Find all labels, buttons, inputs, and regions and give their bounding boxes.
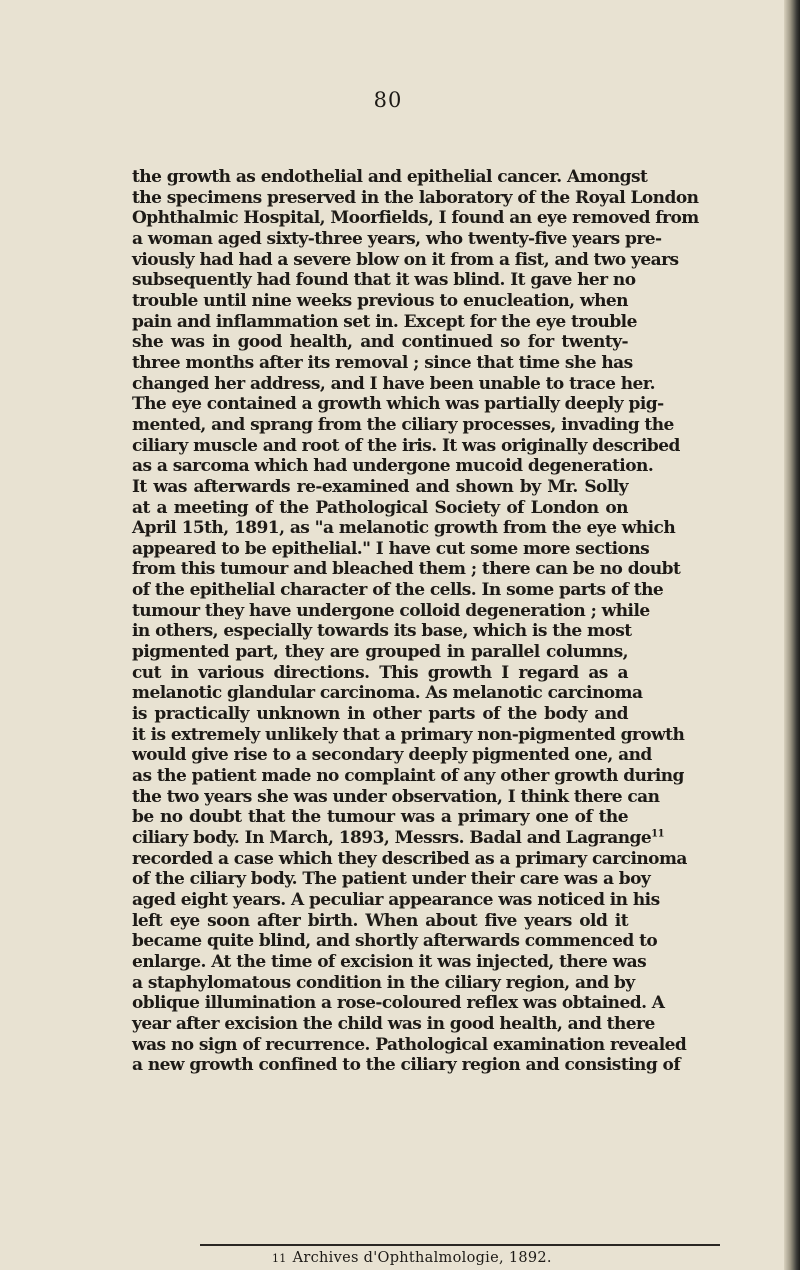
footnote xyxy=(272,1250,552,1266)
text-line: tumour they have undergone colloid degeneration ; while xyxy=(132,600,650,621)
text-line: a woman aged sixty-three years, who twenty-five years pre- xyxy=(132,228,662,249)
text-line: is practically unknown in other parts of the body and xyxy=(132,704,628,725)
text-line: from this tumour and bleached them ; there can be no doubt xyxy=(132,559,681,580)
text-line-with-footnote-ref xyxy=(132,828,664,849)
text-line-content: ciliary body. In March, 1893, Messrs. Badal and Lagrange xyxy=(132,828,652,848)
page-number: 80 xyxy=(373,88,403,112)
text-line: year after excision the child was in good health, and there xyxy=(132,1013,655,1034)
text-line: ciliary muscle and root of the iris. It was originally described xyxy=(132,435,680,456)
text-line: of the ciliary body. The patient under their care was a boy xyxy=(132,869,651,890)
text-line: left eye soon after birth. When about five years old it xyxy=(132,910,628,931)
text-line: aged eight years. A peculiar appearance was noticed in his xyxy=(132,889,660,910)
text-line: Ophthalmic Hospital, Moorfields, I found an eye removed from xyxy=(132,208,699,229)
text-line: The eye contained a growth which was partially deeply pig- xyxy=(132,394,664,415)
text-line: three months after its removal ; since that time she has xyxy=(132,352,633,373)
text-line: viously had had a severe blow on it from a fist, and two years xyxy=(132,249,679,270)
text-line: as a sarcoma which had undergone mucoid degeneration. xyxy=(132,456,654,477)
text-line: changed her address, and I have been unable to trace her. xyxy=(132,373,655,394)
text-line: It was afterwards re-examined and shown by Mr. Solly xyxy=(132,476,628,497)
text-line: the growth as endothelial and epithelial cancer. Amongst xyxy=(132,167,648,187)
text-line: it is extremely unlikely that a primary non-pigmented growth xyxy=(132,724,685,745)
text-line: pigmented part, they are grouped in parallel columns, xyxy=(132,642,628,663)
page-edge-shadow xyxy=(784,0,800,1270)
text-line: be no doubt that the tumour was a primary one of the xyxy=(132,807,628,828)
footnote-marker: 11 xyxy=(651,828,664,840)
text-line: a staphylomatous condition in the ciliary region, and by xyxy=(132,972,635,993)
text-line: appeared to be epithelial." I have cut some more sections xyxy=(132,538,650,559)
text-line: in others, especially towards its base, which is the most xyxy=(132,621,632,642)
text-line: mented, and sprang from the ciliary processes, invading the xyxy=(132,414,674,435)
text-line: a new growth confined to the ciliary region and consisting of xyxy=(132,1055,681,1076)
footnote-text: Archives d'Ophthalmologie, 1892. xyxy=(292,1250,552,1266)
text-line: was no sign of recurrence. Pathological examination revealed xyxy=(132,1034,687,1055)
text-line: cut in various directions. This growth I regard as a xyxy=(132,662,628,683)
text-line: oblique illumination a rose-coloured reflex was obtained. A xyxy=(132,993,665,1014)
body-text xyxy=(132,167,699,1076)
text-line: melanotic glandular carcinoma. As melanotic carcinoma xyxy=(132,683,643,704)
text-line: as the patient made no complaint of any other growth during xyxy=(132,766,684,787)
text-line: the two years she was under observation, I think there can xyxy=(132,786,660,807)
text-line: of the epithelial character of the cells. In some parts of the xyxy=(132,580,664,601)
footnote-divider xyxy=(200,1244,720,1246)
text-line: became quite blind, and shortly afterwards commenced to xyxy=(132,931,658,952)
text-line: she was in good health, and continued so for twenty- xyxy=(132,332,628,353)
text-line: subsequently had found that it was blind. It gave her no xyxy=(132,270,636,291)
text-line: the specimens preserved in the laboratory of the Royal London xyxy=(132,187,699,208)
text-line: April 15th, 1891, as "a melanotic growth from the eye which xyxy=(132,518,676,539)
footnote-number: 11 xyxy=(272,1252,287,1265)
text-line: would give rise to a secondary deeply pigmented one, and xyxy=(132,745,652,766)
text-line: enlarge. At the time of excision it was injected, there was xyxy=(132,951,647,972)
text-line: trouble until nine weeks previous to enucleation, when xyxy=(132,290,628,311)
text-line: pain and inflammation set in. Except for the eye trouble xyxy=(132,311,637,332)
text-line: recorded a case which they described as a primary carcinoma xyxy=(132,848,687,869)
text-line: at a meeting of the Pathological Society of London on xyxy=(132,497,628,518)
